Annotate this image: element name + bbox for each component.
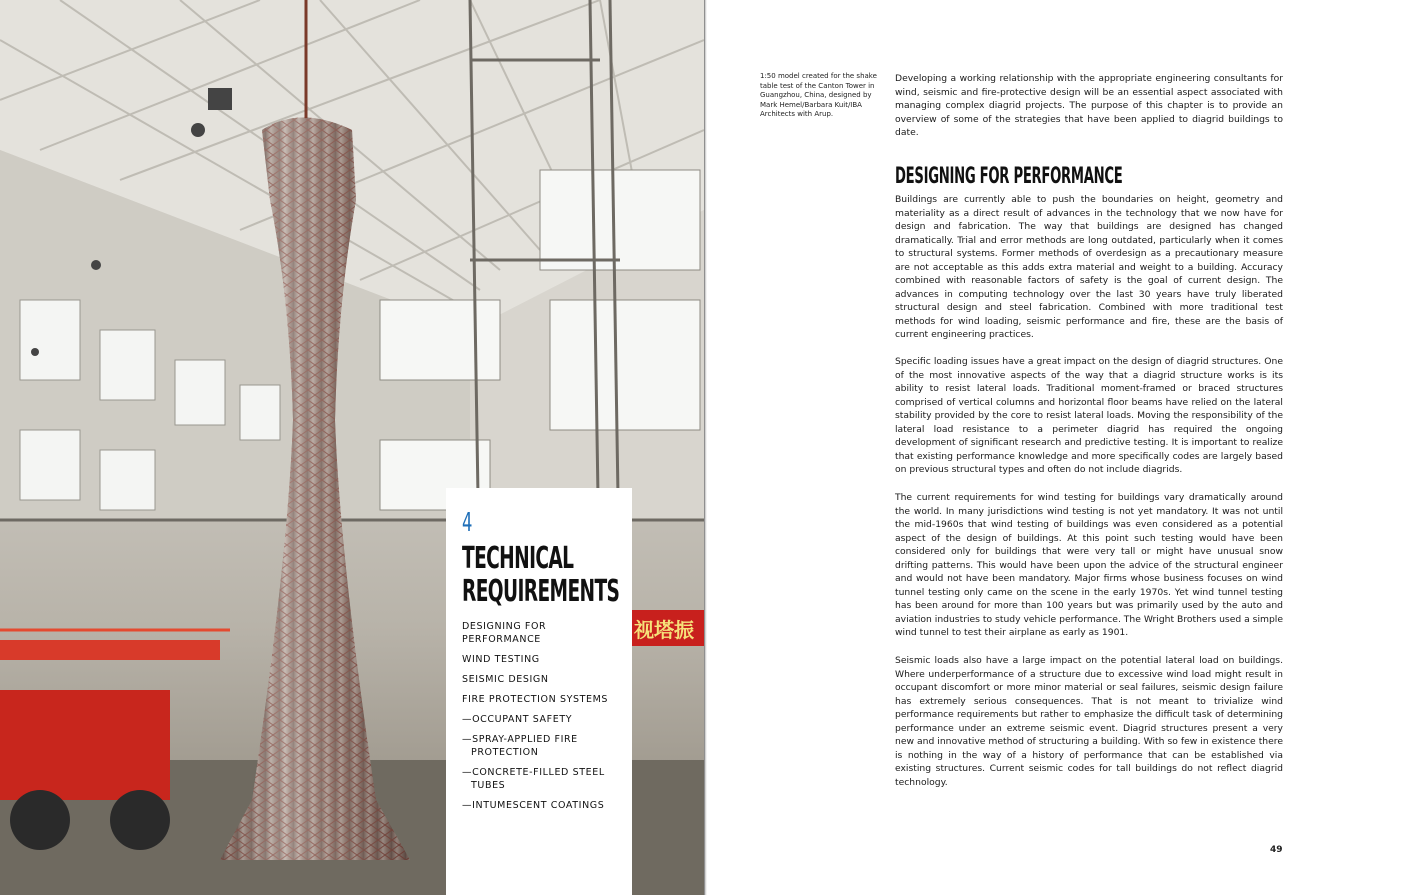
toc-item-wind-testing[interactable]: WIND TESTING bbox=[462, 654, 540, 665]
chapter-toc bbox=[462, 620, 627, 819]
toc-item-occupant-safety[interactable]: —OCCUPANT SAFETY bbox=[462, 714, 573, 725]
page-gutter bbox=[704, 0, 707, 895]
body-paragraph: The current requirements for wind testing for buildings vary dramatically around the world. In many jurisdictions wind testing is not yet mandatory. It was not until the mid-1960s that wind testing of buildings was even considered as a potential aspect of the design of buildings. At this point such testing would have been considered only for buildings that were very tall or might have unusual snow drifting patterns. This would have been upon the advice of the structural engineer and would not have been mandatory. Major firms whose business focuses on wind tunnel testing only came on the scene in the early 1970s. Yet wind tunnel testing has been around for more than 100 years but was primarily used by the auto and aviation industries to study vehicle performance. The Wright Brothers used a simple wind tunnel to test their airplane as early as 1901. bbox=[895, 492, 1283, 639]
chapter-title bbox=[462, 541, 620, 609]
chapter-card bbox=[446, 488, 632, 895]
chapter-title-line: REQUIREMENTS bbox=[462, 574, 620, 609]
intro-paragraph: Developing a working relationship with the appropriate engineering consultants for wind, seismic and fire-protective design will be an essential aspect associated with managing complex diagrid projects. The purpose of this chapter is to provide an overview of some of the strategies that have been applied to diagrid buildings to date. bbox=[895, 73, 1283, 139]
section-heading: DESIGNING FOR PERFORMANCE bbox=[895, 164, 1123, 189]
body-paragraph: Buildings are currently able to push the boundaries on height, geometry and materiality as a direct result of advances in the technology that we now have for design and fabrication. The way that buildings are designed has changed dramatically. Trial and error methods are long outdated, particularly when it comes to structural systems. Former methods of overdesign as a precautionary measure are not acceptable as this adds extra material and weight to a building. Accuracy combined with reasonable factors of safety is the goal of current design. The advances in computing technology over the last 30 years have truly liberated structural design and steel fabrication. Combined with more traditional test methods for wind loading, seismic performance and fire, these are the basis of current engineering practices. bbox=[895, 194, 1283, 341]
toc-item-concrete-filled-steel-tubes[interactable]: —CONCRETE-FILLED STEEL TUBES bbox=[462, 767, 605, 791]
body-paragraph: Specific loading issues have a great impact on the design of diagrid structures. One of the most innovative aspects of the way that a diagrid structure works is its ability to resist lateral loads. Traditional moment-framed or braced structures comprised of vertical columns and horizontal floor beams have relied on the lateral stability provided by the core to resist lateral loads. Moving the responsibility of the lateral load resistance to a perimeter diagrid has required the ongoing development of significant research and predictive testing. It is important to realize that existing performance knowledge and more specifically codes are largely based on previous structural types and often do not include diagrids. bbox=[895, 356, 1283, 476]
toc-item-seismic-design[interactable]: SEISMIC DESIGN bbox=[462, 674, 549, 685]
photo-caption: 1:50 model created for the shake table test of the Canton Tower in Guangzhou, China, designed by Mark Hemel/Barbara Kuit/IBA Architects with Arup. bbox=[760, 72, 877, 119]
toc-item-fire-protection-systems[interactable]: FIRE PROTECTION SYSTEMS bbox=[462, 694, 609, 705]
chapter-number: 4 bbox=[462, 508, 473, 538]
toc-item-intumescent-coatings[interactable]: —INTUMESCENT COATINGS bbox=[462, 800, 605, 811]
chapter-title-line: TECHNICAL bbox=[462, 541, 574, 576]
toc-item-spray-applied-fire-protection[interactable]: —SPRAY-APPLIED FIRE PROTECTION bbox=[462, 734, 578, 758]
photo-canton-tower-model bbox=[0, 0, 704, 895]
body-paragraph: Seismic loads also have a large impact on the potential lateral load on buildings. Where underperformance of a structure due to excessive wind load might result in occupant discomfort or more minor material or seal failures, seismic design failure has extremely serious consequences. That is not meant to trivialize wind performance requirements but rather to emphasize the difficult task of determining performance under an extreme seismic event. Diagrid structures present a very new and innovative method of structuring a building. With so few in existence there is nothing in the way of a history of performance that can be established via existing structures. Current seismic codes for tall buildings do not reflect diagrid technology. bbox=[895, 655, 1283, 788]
page-number: 49 bbox=[1270, 845, 1283, 855]
banner-text: 视塔振 bbox=[634, 618, 694, 642]
toc-item-designing-for-performance[interactable]: DESIGNING FOR PERFORMANCE bbox=[462, 621, 547, 645]
